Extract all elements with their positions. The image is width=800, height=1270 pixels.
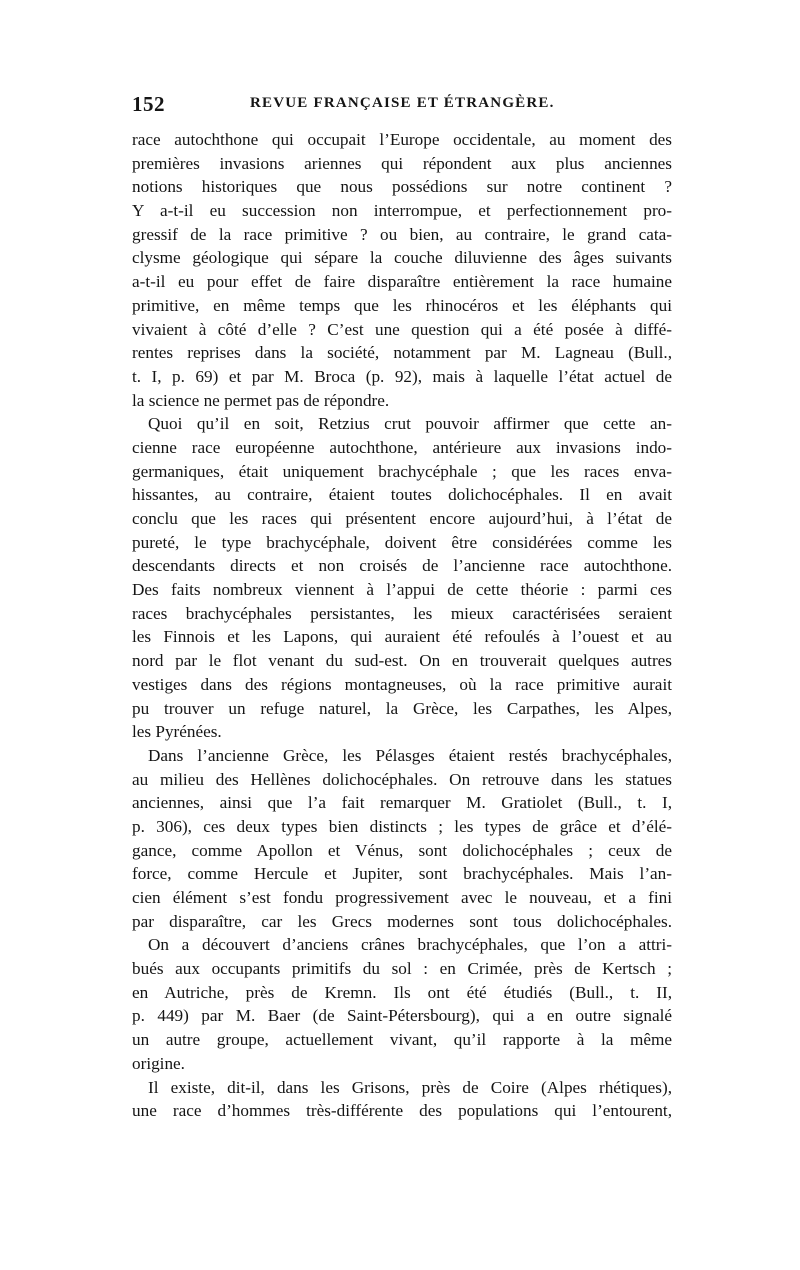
text-line: gance, comme Apollon et Vénus, sont dolichocéphales ; ceux de bbox=[132, 840, 672, 860]
text-line: conclu que les races qui présentent encore aujourd’hui, à l’état de bbox=[132, 509, 672, 528]
text-line: cien élément s’est fondu progressivement avec le nouveau, et a fini bbox=[132, 888, 672, 907]
text-line: germaniques, était uniquement brachycéphale ; que les races enva- bbox=[132, 461, 672, 481]
text-line: origine. bbox=[132, 1053, 185, 1073]
text-line: nord par le flot venant du sud-est. On en trouverait quelques autres bbox=[132, 651, 672, 671]
text-line: On a découvert d’anciens crânes brachycéphales, que l’on a attri- bbox=[148, 935, 672, 955]
text-line: Y a-t-il eu succession non interrompue, et perfectionnement pro- bbox=[132, 201, 672, 221]
text-line: p. 449) par M. Baer (de Saint-Pétersbourg), qui a en outre signalé bbox=[132, 1006, 672, 1026]
running-title: REVUE FRANÇAISE ET ÉTRANGÈRE. bbox=[250, 95, 555, 111]
text-line: rentes reprises dans la société, notamment par M. Lagneau (Bull., bbox=[132, 343, 672, 363]
text-line: premières invasions ariennes qui répondent aux plus anciennes bbox=[132, 153, 672, 173]
text-line: pu trouver un refuge naturel, la Grèce, les Carpathes, les Alpes, bbox=[132, 698, 672, 718]
text-line: les Finnois et les Lapons, qui auraient été refoulés à l’ouest et au bbox=[132, 627, 672, 647]
text-line: t. I, p. 69) et par M. Broca (p. 92), mais à laquelle l’état actuel de bbox=[132, 366, 672, 386]
body-text bbox=[132, 128, 672, 1123]
text-line: anciennes, ainsi que l’a fait remarquer M. Gratiolet (Bull., t. I, bbox=[132, 793, 672, 813]
text-line: cienne race européenne autochthone, antérieure aux invasions indo- bbox=[132, 437, 672, 457]
text-line: la science ne permet pas de répondre. bbox=[132, 390, 390, 410]
text-line: un autre groupe, actuellement vivant, qu’il rapporte à la même bbox=[132, 1030, 672, 1050]
text-line: bués aux occupants primitifs du sol : en Crimée, près de Kertsch ; bbox=[132, 959, 672, 979]
text-line: vestiges dans des régions montagneuses, où la race primitive aurait bbox=[132, 674, 672, 694]
page-header bbox=[132, 92, 672, 122]
text-line: Quoi qu’il en soit, Retzius crut pouvoir affirmer que cette an- bbox=[148, 414, 672, 434]
text-line: Dans l’ancienne Grèce, les Pélasges étaient restés brachycéphales, bbox=[148, 745, 672, 765]
text-line: p. 306), ces deux types bien distincts ; les types de grâce et d’élé- bbox=[132, 816, 672, 836]
text-line: en Autriche, près de Kremn. Ils ont été étudiés (Bull., t. II, bbox=[132, 982, 672, 1002]
text-line: par disparaître, car les Grecs modernes sont tous dolichocéphales. bbox=[132, 911, 672, 931]
text-line: les Pyrénées. bbox=[132, 722, 222, 742]
text-line: vivaient à côté d’elle ? C’est une question qui a été posée à diffé- bbox=[132, 319, 672, 339]
text-line: descendants directs et non croisés de l’ancienne race autochthone. bbox=[132, 556, 672, 576]
text-line: Des faits nombreux viennent à l’appui de cette théorie : parmi ces bbox=[132, 580, 672, 600]
text-line: gressif de la race primitive ? ou bien, au contraire, le grand cata- bbox=[132, 224, 672, 244]
text-line: race autochthone qui occupait l’Europe occidentale, au moment des bbox=[132, 130, 672, 149]
text-line: races brachycéphales persistantes, les mieux caractérisées seraient bbox=[132, 603, 672, 623]
text-line: hissantes, au contraire, étaient toutes dolichocéphales. Il en avait bbox=[132, 485, 672, 505]
text-line: force, comme Hercule et Jupiter, sont brachycéphales. Mais l’an- bbox=[132, 864, 672, 884]
text-line: notions historiques que nous possédions sur notre continent ? bbox=[132, 177, 672, 197]
text-line: pureté, le type brachycéphale, doivent être considérées comme les bbox=[132, 532, 672, 552]
text-line: clysme géologique qui sépare la couche diluvienne des âges suivants bbox=[132, 248, 672, 268]
text-line: Il existe, dit-il, dans les Grisons, près de Coire (Alpes rhétiques), bbox=[148, 1077, 672, 1097]
page-number: 152 bbox=[132, 92, 165, 116]
text-line: a-t-il eu pour effet de faire disparaître entièrement la race humaine bbox=[132, 272, 672, 292]
text-line: une race d’hommes très-différente des populations qui l’entourent, bbox=[132, 1101, 672, 1121]
text-line: au milieu des Hellènes dolichocéphales. On retrouve dans les statues bbox=[132, 769, 672, 789]
text-line: primitive, en même temps que les rhinocéros et les éléphants qui bbox=[132, 295, 672, 315]
